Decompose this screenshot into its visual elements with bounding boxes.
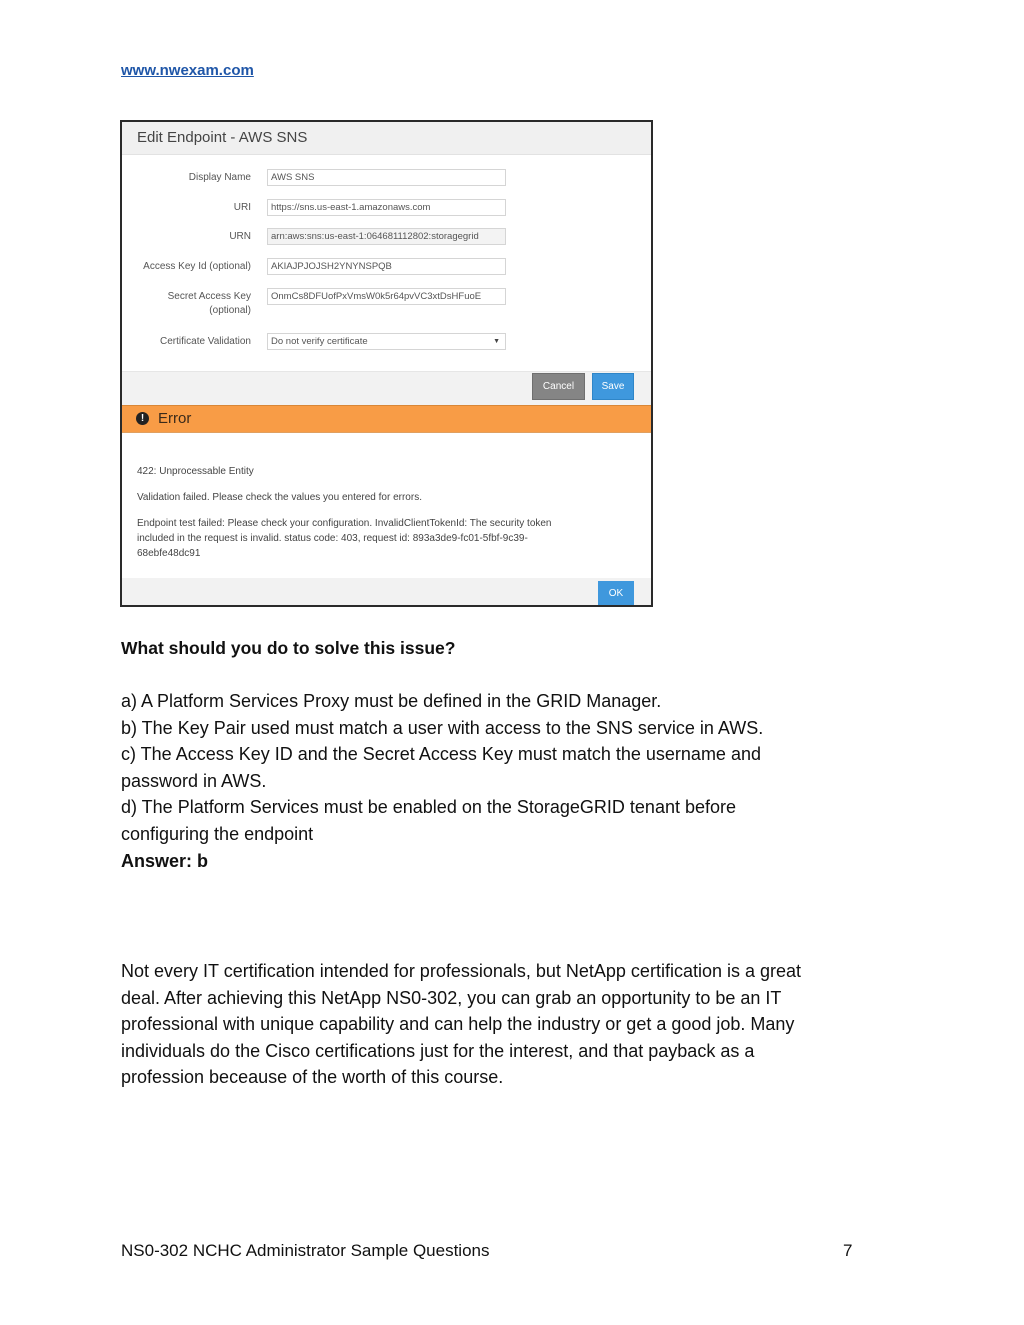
error-detail-line: included in the request is invalid. status code: 403, request id: 893a3de9-fc01-5fbf-9c39- [137, 533, 528, 544]
access-key-id-input[interactable]: AKIAJPJOJSH2YNYNSPQB [267, 258, 506, 275]
option-a: a) A Platform Services Proxy must be defined in the GRID Manager. [121, 691, 662, 711]
error-message: Validation failed. Please check the values you entered for errors. [137, 492, 422, 503]
paragraph-line: Not every IT certification intended for professionals, but NetApp certification is a great [121, 961, 802, 981]
cancel-button[interactable]: Cancel [532, 373, 585, 400]
page-number: 7 [843, 1241, 853, 1260]
dropdown-arrow-icon: ▼ [493, 338, 500, 345]
option-c-continued: password in AWS. [121, 770, 267, 791]
error-body [122, 433, 651, 578]
field-label-line: Secret Access Key [167, 291, 251, 302]
paragraph-line: profession beceause of the worth of this course. [121, 1067, 504, 1088]
option-c: c) The Access Key ID and the Secret Access Key must match the username and [121, 744, 761, 765]
field-label: URN [229, 231, 251, 242]
field-label [121, 290, 251, 318]
option-d: d) The Platform Services must be enabled on the StorageGRID tenant before [121, 797, 737, 818]
field-label: Certificate Validation [160, 336, 251, 347]
field-label-line: (optional) [209, 305, 251, 316]
promo-paragraph [121, 958, 911, 1091]
field-label: URI [233, 202, 251, 213]
option-d-continued: configuring the endpoint [121, 823, 314, 844]
error-footer [122, 578, 651, 607]
display-name-input[interactable]: AWS SNS [267, 169, 506, 186]
error-title: Error [158, 410, 192, 427]
field-label: Access Key Id (optional) [143, 261, 251, 272]
answer: Answer: b [121, 850, 209, 871]
exclamation-icon: ! [136, 412, 149, 425]
footer-title: NS0-302 NCHC Administrator Sample Questions [121, 1241, 490, 1260]
ok-button[interactable]: OK [598, 581, 634, 607]
select-value: Do not verify certificate [271, 336, 368, 347]
paragraph-line: deal. After achieving this NetApp NS0-302, you can grab an opportunity to be an IT [121, 987, 782, 1008]
endpoint-form [122, 155, 651, 371]
error-detail-line: Endpoint test failed: Please check your configuration. InvalidClientTokenId: The security token [137, 518, 552, 529]
answer-options [121, 688, 901, 874]
question-text: What should you do to solve this issue? [121, 638, 456, 658]
paragraph-line: individuals do the Cisco certifications just for the interest, and that payback as a [121, 1040, 755, 1061]
save-button[interactable]: Save [592, 373, 634, 400]
error-code: 422: Unprocessable Entity [137, 466, 254, 477]
uri-input[interactable]: https://sns.us-east-1.amazonaws.com [267, 199, 506, 216]
error-detail-line: 68ebfe48dc91 [137, 548, 201, 559]
option-b: b) The Key Pair used must match a user with access to the SNS service in AWS. [121, 717, 764, 738]
dialog-title: Edit Endpoint - AWS SNS [122, 122, 651, 155]
site-link[interactable]: www.nwexam.com [121, 62, 254, 79]
urn-input[interactable]: arn:aws:sns:us-east-1:064681112802:storagegrid [267, 228, 506, 245]
certificate-validation-select[interactable] [267, 333, 506, 350]
embedded-screenshot [120, 120, 653, 607]
secret-access-key-input[interactable]: OnmCs8DFUofPxVmsW0k5r64pvVC3xtDsHFuoE [267, 288, 506, 305]
field-label: Display Name [188, 172, 251, 183]
error-banner [122, 405, 651, 433]
dialog-footer [122, 371, 651, 405]
paragraph-line: professional with unique capability and can help the industry or get a good job. Many [121, 1014, 795, 1035]
